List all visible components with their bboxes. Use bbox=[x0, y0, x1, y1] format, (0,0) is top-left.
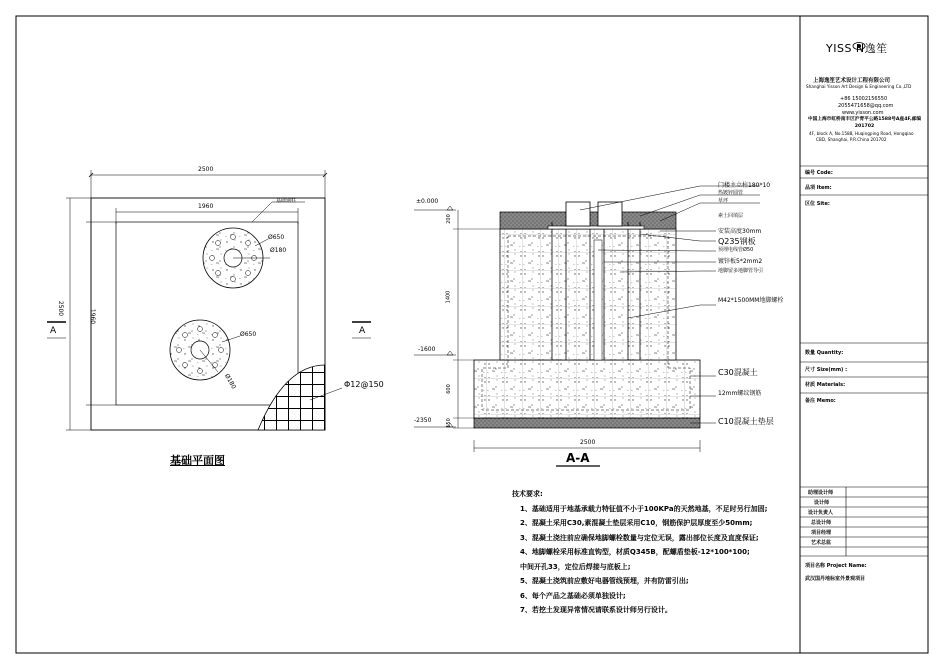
callout-c30: C30混凝土 bbox=[718, 368, 758, 377]
sign-design-lead: 设计负责人 bbox=[808, 510, 834, 516]
plan-title: 基础平面图 bbox=[170, 454, 225, 467]
company-website[interactable]: www.yisson.com bbox=[842, 110, 884, 116]
field-item: 品项 Item: bbox=[805, 185, 832, 191]
plan-dim-left-inner: 1960 bbox=[89, 308, 97, 325]
note-4: 4、地脚螺栓采用标准直钩型，材质Q345B，配螺盾垫板-12*100*100; bbox=[520, 548, 750, 556]
callout-conduit: 预埋电线管Ø50 bbox=[718, 247, 754, 253]
callout-guide-pipe: 地脚留多地脚管导引 bbox=[718, 268, 764, 274]
note-2: 2、混凝土采用C30,素混凝土垫层采用C10，钢筋保护层厚度至少50mm; bbox=[520, 519, 753, 527]
c10-lean-layer bbox=[474, 418, 700, 428]
sign-art-director: 艺术总监 bbox=[811, 540, 832, 546]
plan-leader-label: 基础钢柱 bbox=[276, 198, 297, 204]
company-name-en: Shanghai Yisson Art Design & Engineering Co.,LTD bbox=[806, 84, 912, 89]
company-address-cn: 中国上海市虹桥南丰区沪青平公路1588号A座4F,邮编 201702 bbox=[807, 117, 922, 129]
drawing-frame bbox=[16, 16, 928, 653]
company-logo: YISS N逸笙 bbox=[826, 42, 888, 55]
section-title: A-A bbox=[566, 451, 590, 465]
note-3: 3、混凝土浇注前应确保地脚螺栓数量与定位无误，露出部位长度及直度保证; bbox=[520, 533, 759, 542]
section-dim-bottom: 2500 bbox=[580, 439, 596, 446]
base-slab bbox=[474, 360, 700, 418]
plan-circle2-outer: Ø650 bbox=[240, 331, 257, 338]
technical-notes bbox=[508, 487, 767, 618]
sign-designer: 设计师 bbox=[814, 500, 830, 506]
section-mark-right: A bbox=[359, 326, 366, 336]
callout-install-height: 安装高度30mm bbox=[718, 228, 762, 235]
section-mark-left: A bbox=[50, 326, 57, 336]
company-email[interactable]: 2055471658@qq.com bbox=[838, 103, 894, 109]
dim-200: 200 bbox=[445, 214, 452, 224]
rebar-mesh-detail bbox=[258, 365, 325, 430]
dim-1400: 1400 bbox=[445, 290, 452, 304]
field-size: 尺寸 Size(mm) : bbox=[805, 367, 848, 373]
dim-600: 600 bbox=[445, 384, 452, 394]
section-view bbox=[414, 186, 763, 466]
note-6: 6、每个产品之基础必须单独设计; bbox=[520, 591, 626, 600]
plan-circle2-inner: Ø180 bbox=[223, 372, 238, 391]
callout-backfill: 素土回填层 bbox=[718, 213, 744, 219]
field-materials: 材质 Materials: bbox=[805, 382, 846, 388]
field-quantity: 数量 Quantity: bbox=[805, 350, 844, 356]
field-memo: 备注 Memo: bbox=[805, 398, 836, 404]
level-bottom: -2350 bbox=[414, 417, 432, 424]
sign-assistant-designer: 助理设计师 bbox=[808, 490, 834, 496]
field-code: 编号 Code: bbox=[805, 170, 833, 176]
company-phone: +86 15002156550 bbox=[840, 96, 888, 102]
level-top: ±0.000 bbox=[416, 198, 439, 205]
plan-circle1-outer: Ø650 bbox=[268, 234, 285, 241]
note-5: 5、混凝土浇筑前应敷好电器管线预埋，并有防雷引出; bbox=[520, 577, 689, 585]
callout-post: 门楼主立柱180*10 bbox=[718, 182, 771, 189]
field-site: 区位 Site: bbox=[805, 201, 830, 207]
project-name-label: 项目名称 Project Name: bbox=[805, 563, 867, 569]
steel-plate bbox=[548, 226, 644, 229]
company-name-cn: 上海逸笙艺术设计工程有限公司 bbox=[813, 78, 891, 84]
column-left bbox=[566, 202, 590, 226]
callout-galv-strip: 镀锌板5*2mm2 bbox=[718, 258, 763, 265]
pedestal bbox=[500, 229, 676, 360]
note-4-cont: 中间开孔33，定位后焊接与底板上; bbox=[520, 562, 631, 571]
callout-galvanized-pipe: 热镀锌圆管 bbox=[718, 190, 744, 196]
plan-circle1-inner: Ø180 bbox=[270, 247, 287, 254]
dim-150: 150 bbox=[445, 418, 452, 428]
sign-project-manager: 项目经理 bbox=[811, 530, 832, 536]
project-name: 武汉国丹地标室外景观项目 bbox=[805, 576, 866, 582]
note-7: 7、若挖土发现异常情况请联系设计师另行设计。 bbox=[520, 606, 672, 614]
callout-steel-plate: Q235钢板 bbox=[718, 237, 756, 246]
plan-dim-outer: 2500 bbox=[198, 166, 214, 173]
title-block-lines bbox=[800, 166, 928, 556]
company-address-en-2: CBD, Shanghai, P.R.China 201702 bbox=[816, 137, 887, 142]
company-address-en-1: 4F, block A, No.1588, Huqingping Road, Hongqiao bbox=[809, 131, 914, 136]
plan-dim-inner: 1960 bbox=[198, 203, 214, 210]
callout-lawn: 草坪 bbox=[718, 198, 729, 204]
notes-heading: 技术要求: bbox=[512, 490, 543, 498]
sign-chief-designer: 总设计师 bbox=[811, 520, 832, 526]
note-1: 1、基础适用于地基承载力特征值不小于100KPa的天然地基，不足时另行加固; bbox=[520, 504, 768, 513]
plan-dim-left-outer: 2500 bbox=[57, 300, 65, 317]
level-mid: -1600 bbox=[418, 346, 436, 353]
callout-c10: C10混凝土垫层 bbox=[718, 417, 774, 426]
callout-anchor-bolt: M42*1500MM地脚螺栓 bbox=[718, 297, 784, 304]
plan-rebar-spec: Φ12@150 bbox=[344, 380, 384, 389]
callout-rebar: 12mm螺纹钢筋 bbox=[718, 390, 762, 397]
